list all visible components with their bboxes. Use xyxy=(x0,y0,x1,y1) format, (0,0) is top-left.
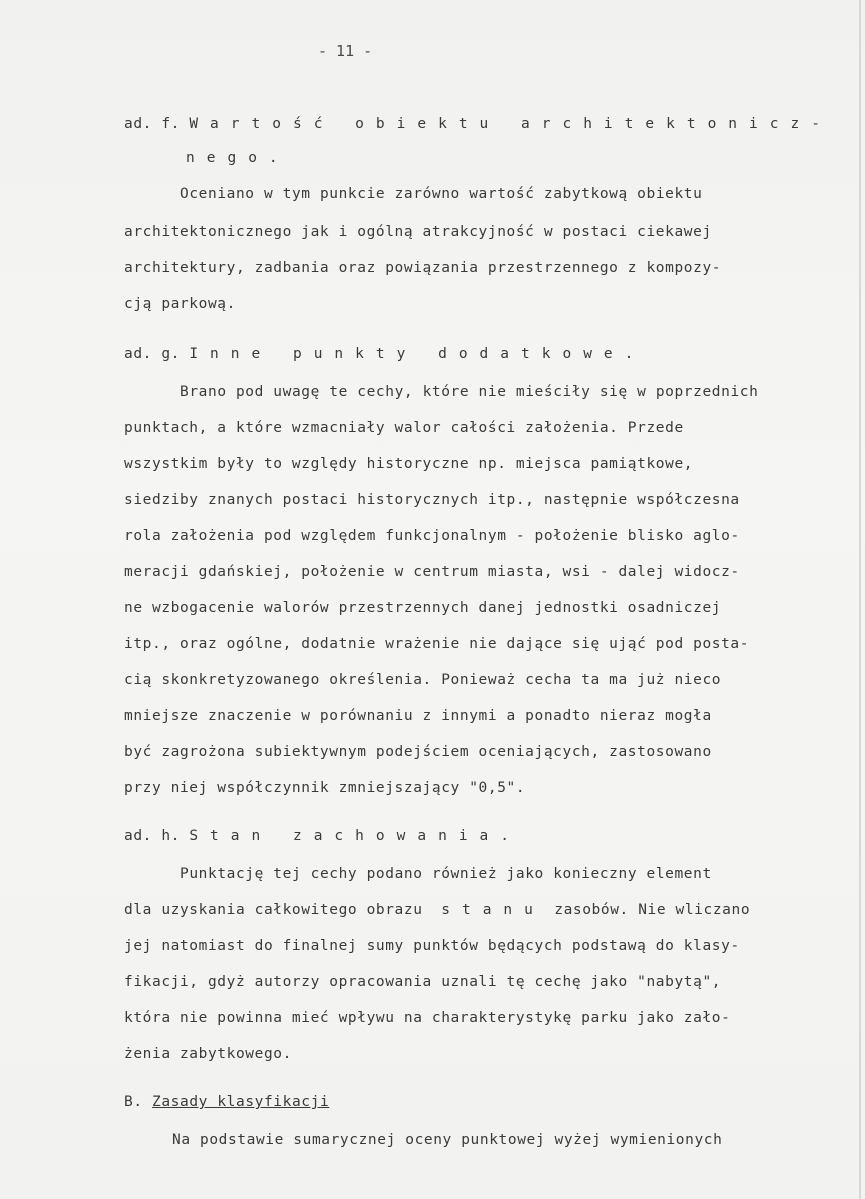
section-b-title: Zasady klasyfikacji xyxy=(152,1094,330,1110)
section-h-line-2-start: dla uzyskania całkowitego obrazu xyxy=(124,902,423,918)
section-b-heading xyxy=(124,1092,329,1112)
section-g-line-1: Brano pod uwagę te cechy, które nie mieściły się w poprzednich xyxy=(180,384,759,400)
section-h-line-1: Punktację tej cechy podano również jako konieczny element xyxy=(180,866,712,882)
section-f-line-2: architektonicznego jak i ogólną atrakcyjność w postaci ciekawej xyxy=(124,224,712,240)
section-b-line-1: Na podstawie sumarycznej oceny punktowej wyżej wymienionych xyxy=(172,1132,723,1148)
section-h-line-6: żenia zabytkowego. xyxy=(124,1046,292,1062)
section-h-heading xyxy=(124,826,521,846)
section-f-title-part1: Wartość obiektu architektonicz- xyxy=(189,116,832,132)
section-g-line-4: siedziby znanych postaci historycznych itp., następnie współczesna xyxy=(124,492,740,508)
section-b-prefix: B. xyxy=(124,1094,143,1110)
section-h-line-2-end: zasobów. Nie wliczano xyxy=(554,902,751,918)
section-f-prefix: ad. f. xyxy=(124,116,180,132)
section-g-line-11: być zagrożona subiektywnym podejściem oceniających, zastosowano xyxy=(124,744,712,760)
section-h-line-5: która nie powinna mieć wpływu na charakterystykę parku jako zało- xyxy=(124,1010,731,1026)
section-g-line-2: punktach, a które wzmacniały walor całości założenia. Przede xyxy=(124,420,684,436)
section-h-prefix: ad. h. xyxy=(124,828,180,844)
section-h-line-2 xyxy=(124,900,750,920)
page-edge xyxy=(859,0,861,1199)
section-g-heading xyxy=(124,344,645,364)
section-h-spaced-word: stanu xyxy=(441,902,545,918)
section-g-line-3: wszystkim były to względy historyczne np. miejsca pamiątkowe, xyxy=(124,456,694,472)
section-g-line-6: meracji gdańskiej, położenie w centrum miasta, wsi - dalej widocz- xyxy=(124,564,740,580)
section-g-line-9: cią skonkretyzowanego określenia. Ponieważ cecha ta ma już nieco xyxy=(124,672,722,688)
section-h-title: Stan zachowania. xyxy=(189,828,522,844)
section-h-line-3: jej natomiast do finalnej sumy punktów będących podstawą do klasy- xyxy=(124,938,740,954)
section-h-line-4: fikacji, gdyż autorzy opracowania uznali tę cechę jako "nabytą", xyxy=(124,974,722,990)
section-g-line-12: przy niej współczynnik zmniejszający "0,5". xyxy=(124,780,526,796)
section-f-line-4: cją parkową. xyxy=(124,296,236,312)
section-f-line-1: Oceniano w tym punkcie zarówno wartość zabytkową obiektu xyxy=(180,186,703,202)
section-g-line-7: ne wzbogacenie walorów przestrzennych danej jednostki osadniczej xyxy=(124,600,722,616)
section-f-title-part2: nego. xyxy=(186,150,290,166)
section-g-prefix: ad. g. xyxy=(124,346,180,362)
section-g-line-5: rola założenia pod względem funkcjonalnym - położenie blisko aglo- xyxy=(124,528,740,544)
section-g-line-8: itp., oraz ogólne, dodatnie wrażenie nie dające się ująć pod posta- xyxy=(124,636,750,652)
section-f-heading xyxy=(124,114,832,134)
page-number: - 11 - xyxy=(318,42,373,60)
section-g-title: Inne punkty dodatkowe. xyxy=(189,346,646,362)
section-f-line-3: architektury, zadbania oraz powiązania przestrzennego z kompozy- xyxy=(124,260,722,276)
section-g-line-10: mniejsze znaczenie w porównaniu z innymi a ponadto nieraz mogła xyxy=(124,708,712,724)
